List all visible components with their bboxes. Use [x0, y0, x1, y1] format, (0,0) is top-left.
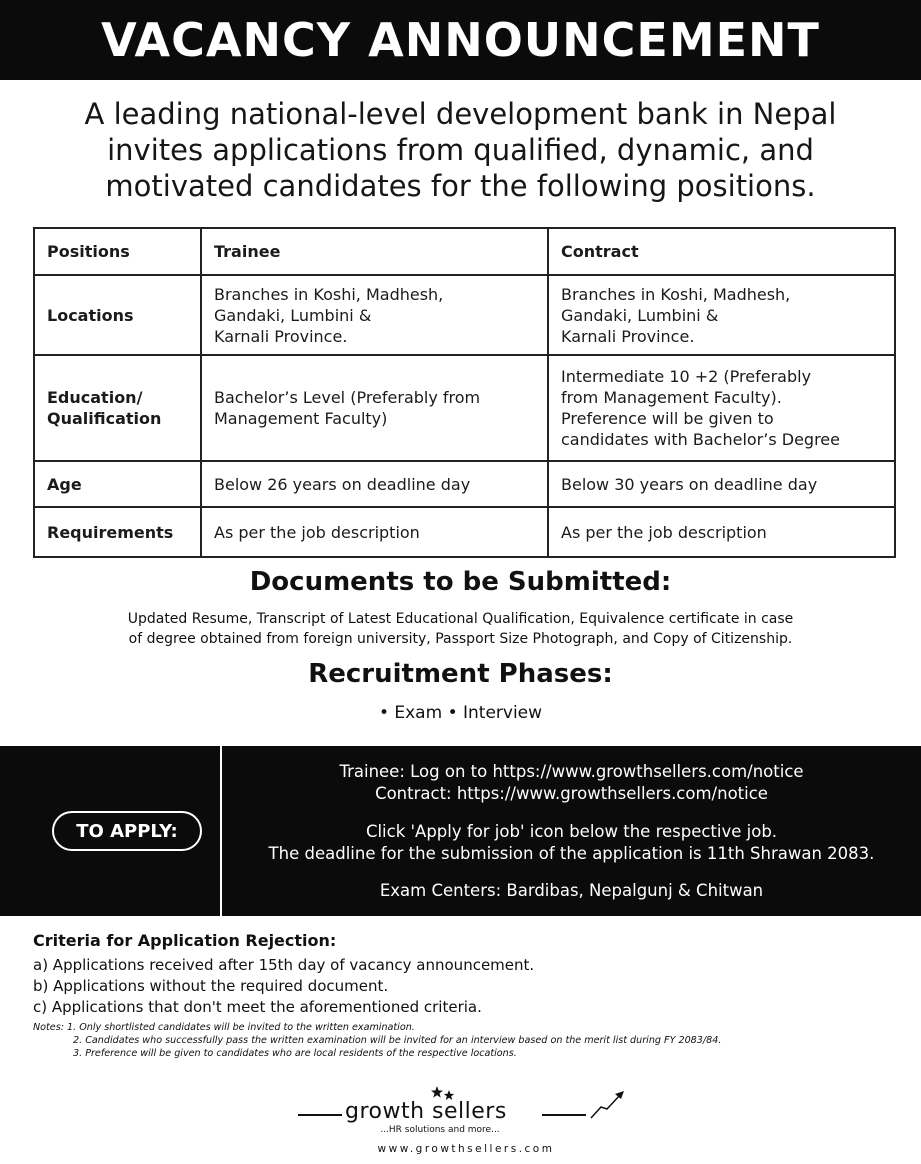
age-label: Age [34, 461, 201, 507]
cell-line: Karnali Province. [561, 326, 695, 346]
documents-line: Updated Resume, Transcript of Latest Educational Qualification, Equivalence certificate in case [127, 611, 794, 627]
list-item: b) Applications without the required document. [33, 977, 389, 995]
list-item: a) Applications received after 15th day of vacancy announcement. [33, 956, 535, 974]
documents-list [40, 609, 881, 649]
header-banner [0, 0, 921, 80]
trainee-education [201, 355, 548, 461]
table-row-locations [34, 275, 895, 355]
cell-line: Gandaki, Lumbini & [561, 305, 719, 325]
cell-line: Qualification [47, 409, 162, 428]
intro-line: motivated candidates for the following positions. [105, 169, 816, 203]
logo-tagline: ...HR solutions and more... [380, 1125, 500, 1135]
arrow-head-icon [615, 1091, 624, 1099]
cell-line: Preference will be given to [561, 409, 774, 428]
trainee-locations [201, 275, 548, 355]
table-row-age [34, 461, 895, 507]
criteria-title: Criteria for Application Rejection: [33, 931, 337, 950]
page-title: VACANCY ANNOUNCEMENT [101, 13, 820, 67]
notes [33, 1021, 893, 1060]
contract-age: Below 30 years on deadline day [548, 461, 895, 507]
table-row-requirements [34, 507, 895, 557]
logo-rule [542, 1114, 586, 1116]
apply-links [222, 761, 921, 805]
cell-line: Intermediate 10 +2 (Preferably [561, 367, 812, 386]
note-line: 2. Candidates who successfully pass the written examination will be invited for an interview based on the merit list during FY 2083/84. [73, 1035, 722, 1046]
recruitment-phases: • Exam • Interview [378, 703, 543, 723]
positions-label: Positions [34, 228, 201, 275]
cell-line: candidates with Bachelor’s Degree [561, 430, 840, 449]
star-icon [431, 1086, 443, 1098]
trainee-header: Trainee [201, 228, 548, 275]
exam-centers: Exam Centers: Bardibas, Nepalgunj & Chitwan [379, 881, 764, 900]
contract-requirements: As per the job description [548, 507, 895, 557]
apply-instructions [222, 821, 921, 865]
apply-instruction: Click 'Apply for job' icon below the respective job. [365, 822, 778, 841]
cell-line: Gandaki, Lumbini & [214, 305, 372, 325]
contract-header: Contract [548, 228, 895, 275]
cell-line: Management Faculty) [214, 409, 388, 428]
cell-line: Education/ [47, 388, 143, 407]
education-label [34, 355, 201, 461]
note-line: Notes: 1. Only shortlisted candidates will be invited to the written examination. [33, 1022, 415, 1033]
apply-section [0, 746, 921, 916]
documents-line: of degree obtained from foreign university, Passport Size Photograph, and Copy of Citizenship. [128, 631, 793, 647]
logo-rule [298, 1114, 342, 1116]
cell-line: Branches in Koshi, Madhesh, [214, 284, 444, 304]
cell-line: Branches in Koshi, Madhesh, [561, 284, 791, 304]
cell-line: from Management Faculty). [561, 388, 782, 407]
apply-label: TO APPLY: [52, 811, 202, 851]
requirements-label: Requirements [34, 507, 201, 557]
list-item: c) Applications that don't meet the aforementioned criteria. [33, 998, 482, 1016]
documents-title: Documents to be Submitted: [249, 567, 672, 597]
intro-line: invites applications from qualified, dynamic, and [107, 133, 814, 167]
table-row-header [34, 228, 895, 275]
criteria-list [33, 955, 893, 1018]
trainee-requirements: As per the job description [201, 507, 548, 557]
intro-line: A leading national-level development bank in Nepal [84, 97, 837, 131]
cell-line: Bachelor’s Level (Preferably from [214, 388, 481, 407]
rejection-criteria [33, 931, 893, 1018]
note-line: 3. Preference will be given to candidates who are local residents of the respective locations. [73, 1048, 517, 1059]
trainee-apply-link[interactable]: Trainee: Log on to https://www.growthsellers.com/notice [339, 762, 804, 781]
positions-table [33, 227, 896, 558]
company-logo [296, 1085, 636, 1160]
contract-apply-link[interactable]: Contract: https://www.growthsellers.com/notice [375, 784, 768, 803]
contract-locations [548, 275, 895, 355]
recruitment-title: Recruitment Phases: [308, 659, 613, 689]
growth-arrow-icon [591, 1094, 621, 1118]
locations-label: Locations [34, 275, 201, 355]
trainee-age: Below 26 years on deadline day [201, 461, 548, 507]
table-row-education [34, 355, 895, 461]
logo-brand: growth sellers [345, 1099, 507, 1124]
apply-deadline: The deadline for the submission of the application is 11th Shrawan 2083. [268, 844, 875, 863]
intro-paragraph [30, 96, 891, 204]
website-url[interactable]: www.growthsellers.com [377, 1143, 555, 1155]
cell-line: Karnali Province. [214, 326, 348, 346]
contract-education [548, 355, 895, 461]
